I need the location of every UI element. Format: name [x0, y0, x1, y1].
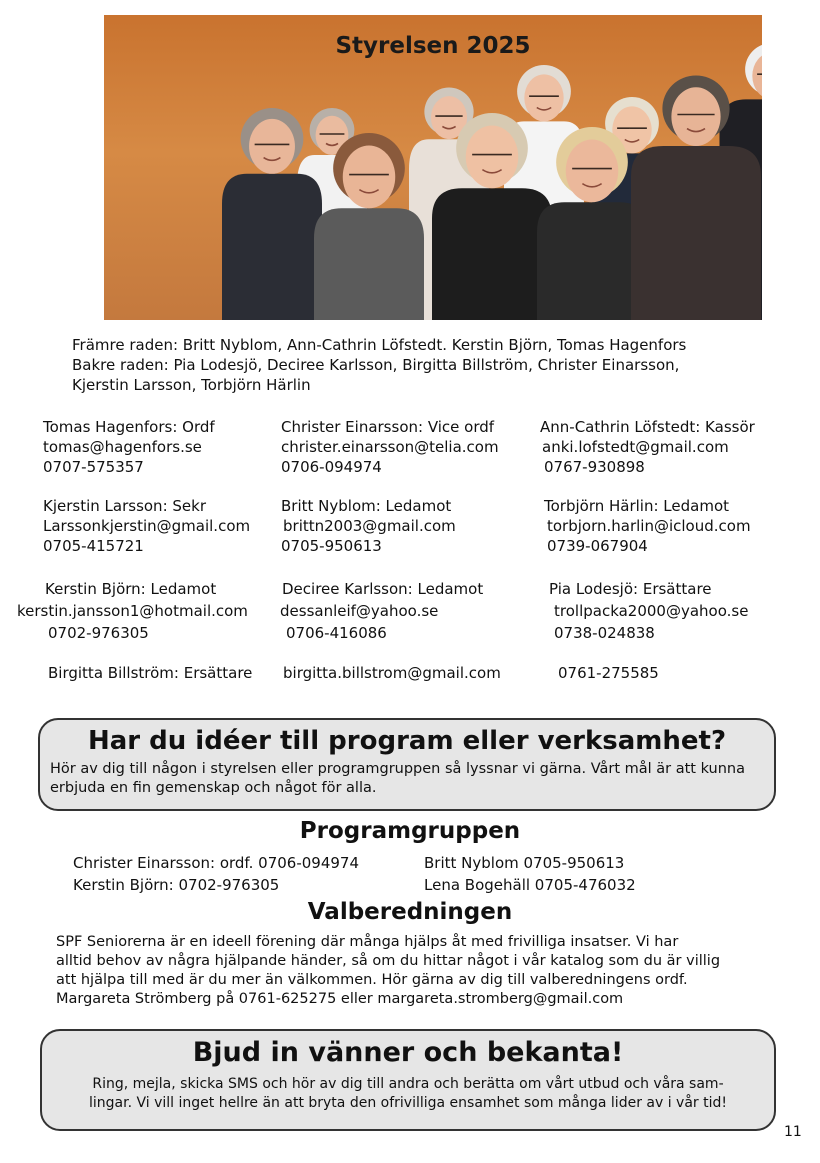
contact-role: Christer Einarsson: Vice ordf [281, 418, 495, 436]
contact-role: Kerstin Björn: Ledamot [45, 580, 217, 598]
contact-email[interactable]: anki.lofstedt@gmail.com [542, 438, 729, 456]
contact-phone: 0706-416086 [286, 624, 387, 642]
invite-box-text [42, 1075, 774, 1113]
ideas-box-title: Har du idéer till program eller verksamhet? [87, 726, 727, 756]
contact-card [281, 496, 456, 556]
invite-box-line: lingar. Vi vill inget hellre än att bryta den ofrivilliga ensamhet som många lider av i vår tid! [88, 1095, 728, 1111]
caption-front-row: Främre raden: Britt Nyblom, Ann-Cathrin Löfstedt. Kerstin Björn, Tomas Hagenfors [72, 336, 687, 354]
ideas-box [38, 718, 776, 811]
valberedningen-line: att hjälpa till med är du mer än välkommen. Hör gärna av dig till valberedningens ordf. [56, 972, 688, 988]
contact-phone: 0761-275585 [558, 664, 659, 682]
contact-role: Torbjörn Härlin: Ledamot [544, 497, 730, 515]
invite-box-title: Bjud in vänner och bekanta! [192, 1037, 624, 1068]
contact-role: Kjerstin Larsson: Sekr [43, 497, 206, 515]
contact-phone: 0702-976305 [48, 624, 149, 642]
contact-phone: 0738-024838 [554, 624, 655, 642]
photo-title: Styrelsen 2025 [335, 33, 531, 59]
valberedningen-line: Margareta Strömberg på 0761-625275 eller margareta.stromberg@gmail.com [56, 991, 624, 1007]
caption-back-row-cont: Kjerstin Larsson, Torbjörn Härlin [72, 376, 311, 394]
contact-role: Ann-Cathrin Löfstedt: Kassör [540, 418, 755, 436]
contact-card [540, 417, 755, 477]
contact-phone: 0706-094974 [281, 458, 382, 476]
contact-email[interactable]: dessanleif@yahoo.se [280, 602, 439, 620]
programgruppen-member: Lena Bogehäll 0705-476032 [424, 876, 636, 894]
contact-card [281, 417, 499, 477]
contact-card [544, 496, 751, 556]
programgruppen-member: Britt Nyblom 0705-950613 [424, 854, 625, 872]
contact-role: Tomas Hagenfors: Ordf [43, 418, 215, 436]
invite-box-line: Ring, mejla, skicka SMS och hör av dig till andra och berätta om vårt utbud och våra sam- [92, 1076, 724, 1092]
contact-role: Pia Lodesjö: Ersättare [549, 580, 712, 598]
valberedningen-text [56, 933, 776, 1009]
contact-email[interactable]: brittn2003@gmail.com [283, 517, 456, 535]
contact-email[interactable]: trollpacka2000@yahoo.se [554, 602, 749, 620]
programgruppen-title: Programgruppen [299, 818, 521, 844]
caption-back-row: Bakre raden: Pia Lodesjö, Deciree Karlsson, Birgitta Billström, Christer Einarsson, [72, 356, 680, 374]
contact-email[interactable]: kerstin.jansson1@hotmail.com [17, 602, 248, 620]
board-group-photo [104, 15, 762, 320]
group-photo-illustration [104, 15, 762, 320]
programgruppen-member: Kerstin Björn: 0702-976305 [73, 876, 280, 894]
contact-role: Birgitta Billström: Ersättare [48, 664, 253, 682]
contact-role: Deciree Karlsson: Ledamot [282, 580, 484, 598]
programgruppen-member: Christer Einarsson: ordf. 0706-094974 [73, 854, 359, 872]
valberedningen-line: SPF Seniorerna är en ideell förening där många hjälps åt med frivilliga insatser. Vi har [56, 934, 679, 950]
contact-card [43, 417, 215, 477]
programgruppen-left [73, 852, 359, 896]
page-number: 11 [784, 1124, 802, 1140]
contact-phone: 0705-950613 [281, 537, 382, 555]
contact-role: Britt Nyblom: Ledamot [281, 497, 452, 515]
valberedningen-title: Valberedningen [307, 899, 513, 925]
ideas-box-text: Hör av dig till någon i styrelsen eller programgruppen så lyssnar vi gärna. Vårt mål är att kunna erbjuda en fin gemenskap och något för alla. [50, 761, 746, 796]
contact-phone: 0739-067904 [547, 537, 648, 555]
contact-phone: 0767-930898 [544, 458, 645, 476]
contact-card [280, 578, 483, 644]
board-member-figure [222, 108, 322, 320]
contact-phone: 0707-575357 [43, 458, 144, 476]
contact-card [549, 578, 748, 644]
contact-email[interactable]: torbjorn.harlin@icloud.com [547, 517, 751, 535]
contact-card [17, 578, 248, 644]
invite-box [40, 1029, 776, 1131]
contact-phone: 0705-415721 [43, 537, 144, 555]
valberedningen-line: alltid behov av några hjälpande händer, så om du hittar något i vår katalog som du är villig [56, 953, 721, 969]
programgruppen-right [424, 852, 636, 896]
contact-email[interactable]: birgitta.billstrom@gmail.com [283, 664, 501, 682]
contact-card [43, 496, 250, 556]
contact-email[interactable]: Larssonkjerstin@gmail.com [43, 517, 251, 535]
contact-email[interactable]: christer.einarsson@telia.com [281, 438, 499, 456]
contact-email[interactable]: tomas@hagenfors.se [43, 438, 202, 456]
